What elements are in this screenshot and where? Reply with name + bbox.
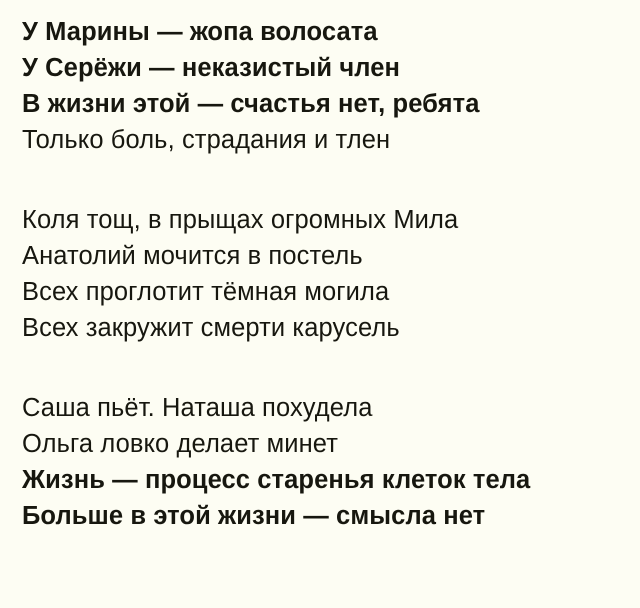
poem-line: Больше в этой жизни — смысла нет: [22, 502, 486, 530]
poem-stanza-3: [22, 390, 622, 534]
poem-line: Коля тощ, в прыщах огромных Мила: [22, 206, 459, 234]
poem-line: Всех проглотит тёмная могила: [22, 278, 390, 306]
poem-line: Саша пьёт. Наташа похудела: [22, 394, 373, 422]
poem-line: В жизни этой — счастья нет, ребята: [22, 90, 480, 118]
poem-line: Жизнь — процесс старенья клеток тела: [22, 466, 531, 494]
poem-stanza-2: [22, 202, 622, 346]
poem-line: У Серёжи — неказистый член: [22, 54, 400, 82]
poem-stanza-1: [22, 14, 622, 158]
poem-line: Всех закружит смерти карусель: [22, 314, 400, 342]
poem-line: Только боль, страдания и тлен: [22, 126, 391, 154]
poem-line: Анатолий мочится в постель: [22, 242, 363, 270]
poem-line: Ольга ловко делает минет: [22, 430, 338, 458]
poem-line: У Марины — жопа волосата: [22, 18, 378, 46]
